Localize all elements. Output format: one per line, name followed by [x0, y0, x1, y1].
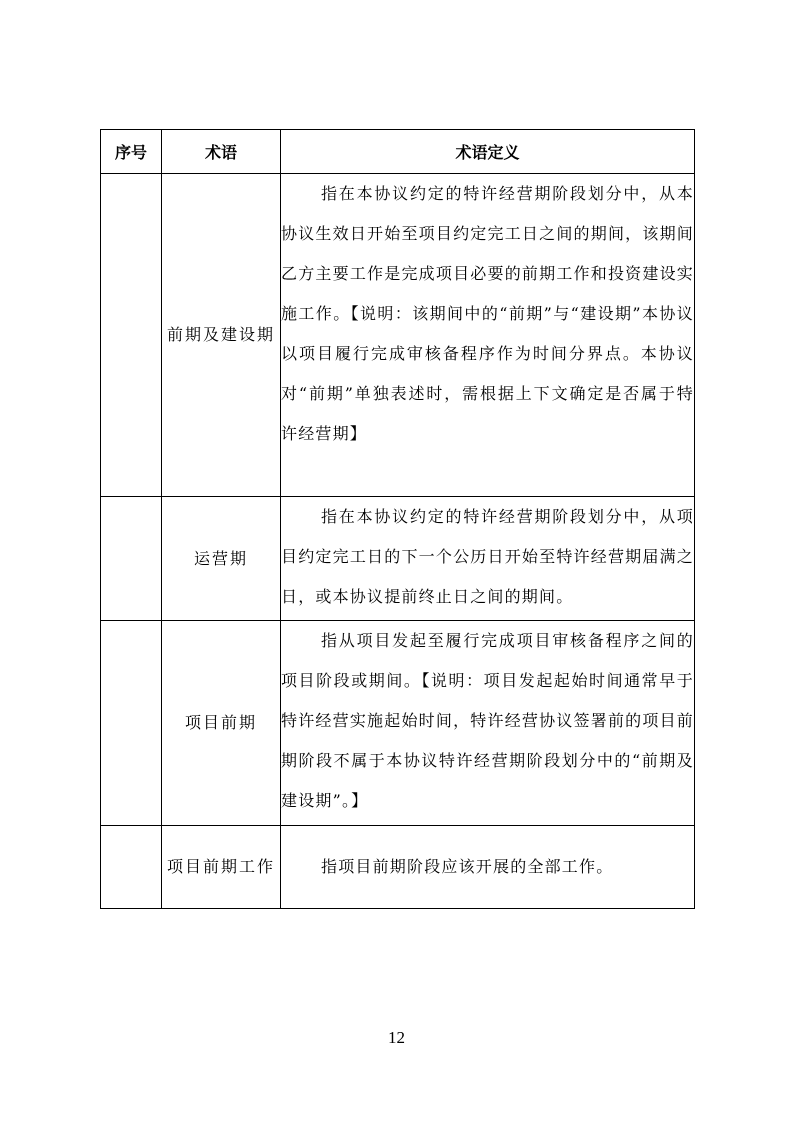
table-row: [101, 826, 695, 909]
row-definition: 指在本协议约定的特许经营期阶段划分中，从本协议生效日开始至项目约定完工日之间的期间，该期间乙方主要工作是完成项目必要的前期工作和投资建设实施工作。【说明：该期间中的“前期”与“建设期”本协议以项目履行完成审核备程序作为时间分界点。本协议对“前期”单独表述时，需根据上下文确定是否属于特许经营期】: [281, 184, 694, 443]
row-term: 前期及建设期: [162, 174, 281, 497]
row-definition-cell: [281, 621, 695, 826]
header-term: 术语: [162, 130, 281, 174]
row-number: [101, 826, 162, 909]
row-definition: 指在本协议约定的特许经营期阶段划分中，从项目约定完工日的下一个公历日开始至特许经营期届满之日，或本协议提前终止日之间的期间。: [281, 507, 694, 606]
row-definition-cell: [281, 826, 695, 909]
header-definition: 术语定义: [281, 130, 695, 174]
row-number: [101, 497, 162, 621]
row-number: [101, 621, 162, 826]
row-definition-cell: [281, 174, 695, 497]
table-row: [101, 621, 695, 826]
table-row: [101, 497, 695, 621]
header-number: 序号: [101, 130, 162, 174]
page-number: 12: [388, 1028, 405, 1047]
row-definition: 指项目前期阶段应该开展的全部工作。: [321, 857, 614, 876]
table-row: [101, 174, 695, 497]
row-term: 运营期: [162, 497, 281, 621]
row-definition-cell: [281, 497, 695, 621]
row-term: 项目前期工作: [162, 826, 281, 909]
table-header-row: [101, 130, 695, 174]
terms-table: [100, 129, 695, 909]
row-definition: 指从项目发起至履行完成项目审核备程序之间的项目阶段或期间。【说明：项目发起起始时间通常早于特许经营实施起始时间，特许经营协议签署前的项目前期阶段不属于本协议特许经营期阶段划分中的“前期及建设期”。】: [281, 631, 694, 810]
row-term: 项目前期: [162, 621, 281, 826]
row-number: [101, 174, 162, 497]
